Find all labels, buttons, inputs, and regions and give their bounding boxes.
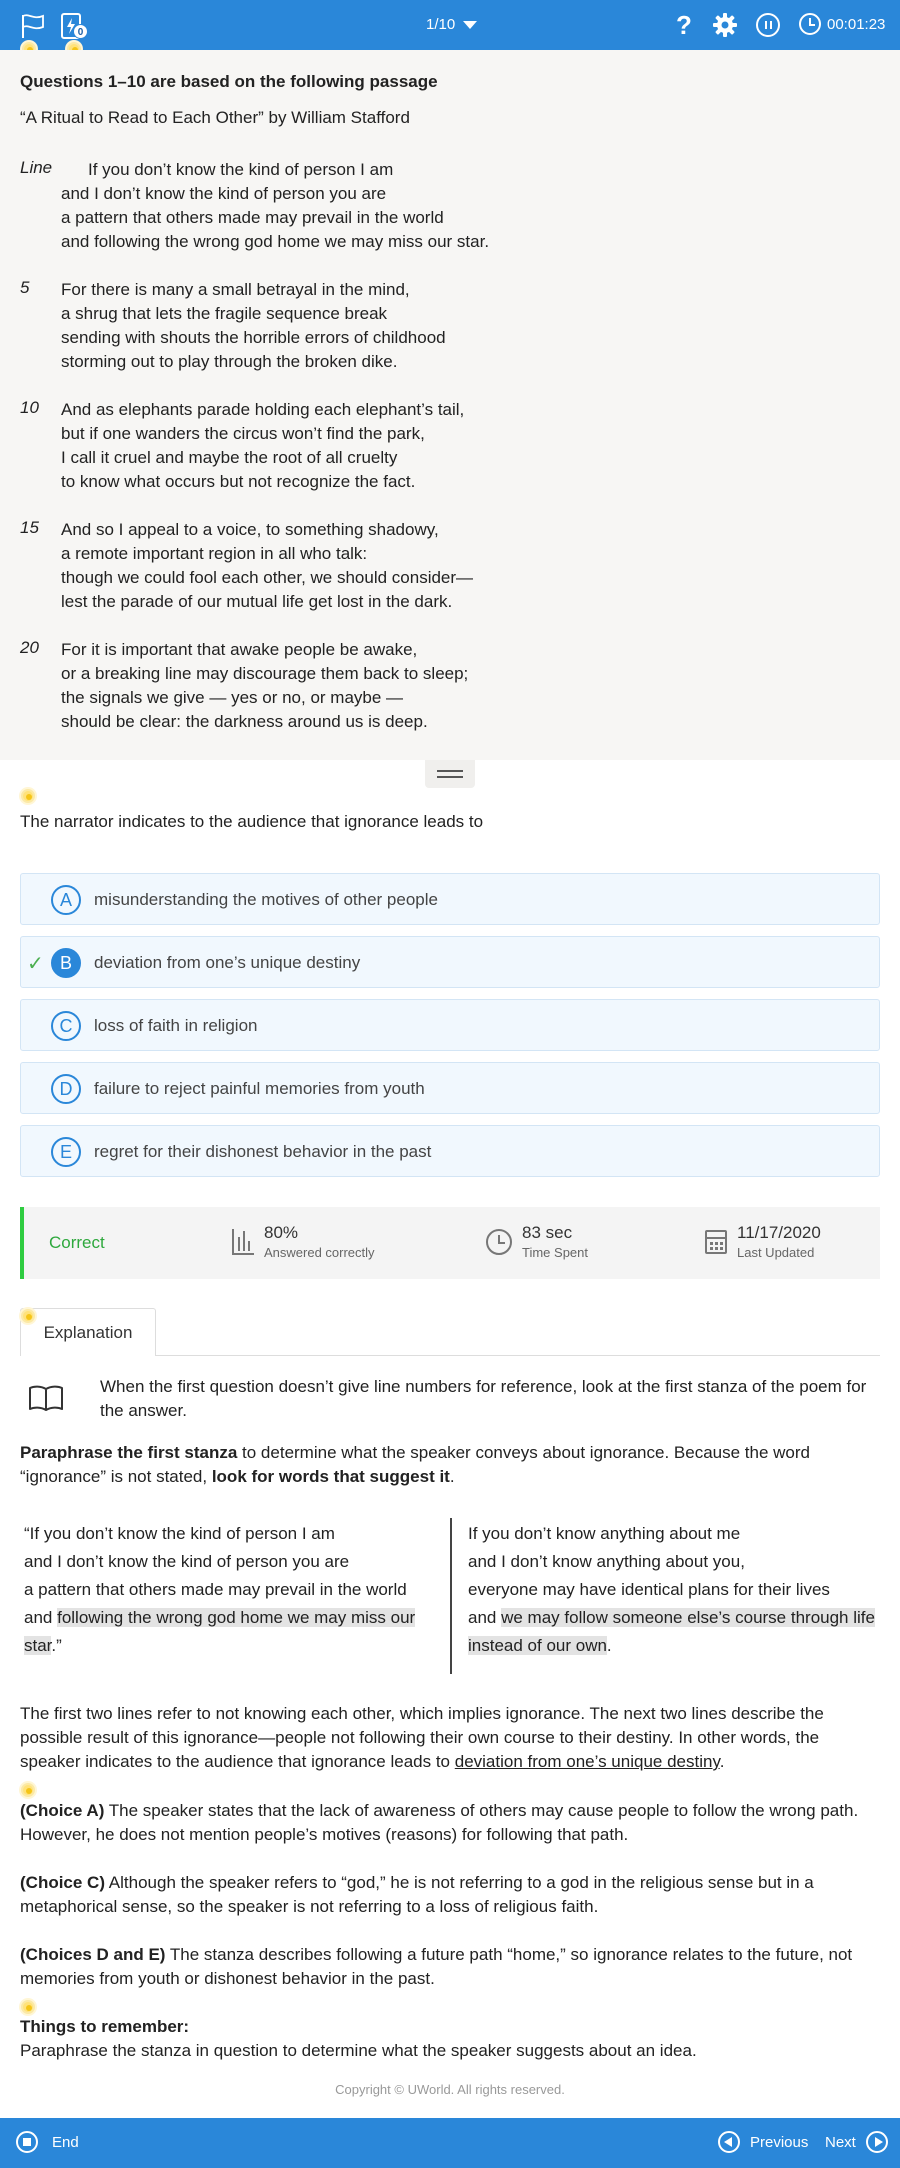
poem-line: but if one wanders the circus won’t find the park, <box>61 424 425 443</box>
bar-chart-icon <box>232 1229 254 1255</box>
poem-line: And so I appeal to a voice, to something shadowy, <box>61 520 439 539</box>
quote-line: and I don’t know the kind of person you are <box>24 1552 350 1571</box>
marked-count-badge: 0 <box>73 24 88 39</box>
bold-text: Paraphrase the first stanza <box>20 1443 238 1462</box>
poem-line: though we could fool each other, we should consider— <box>61 568 474 587</box>
end-label: End <box>52 2133 79 2151</box>
choice-text: regret for their dishonest behavior in the past <box>94 1142 432 1161</box>
answer-choice-e[interactable] <box>20 1125 880 1177</box>
things-to-remember <box>20 2015 880 2063</box>
next-button[interactable] <box>825 2131 888 2153</box>
quote-line: If you don’t know anything about me <box>468 1524 741 1543</box>
time-spent-stat <box>486 1223 588 1260</box>
bold-text: look for words that suggest it <box>211 1467 450 1486</box>
stanza <box>20 638 880 734</box>
timer <box>799 13 885 35</box>
highlight-marker-icon[interactable] <box>21 789 35 803</box>
poem-line: a remote important region in all who talk: <box>61 544 368 563</box>
quote-line <box>24 1604 444 1660</box>
answer-choice-b[interactable] <box>20 936 880 988</box>
book-icon <box>28 1384 64 1412</box>
arrow-left-icon <box>718 2131 740 2153</box>
poem-line: For there is many a small betrayal in the mind, <box>61 280 410 299</box>
quote-text: .” <box>51 1636 62 1655</box>
stanza <box>20 518 880 614</box>
clock-icon <box>486 1229 512 1255</box>
previous-label: Previous <box>750 2133 809 2151</box>
chevron-down-icon <box>463 21 477 29</box>
poem-line: For it is important that awake people be awake, <box>61 640 418 659</box>
percent-correct-stat <box>232 1223 375 1260</box>
help-icon[interactable]: ? <box>676 10 692 40</box>
percent-label: Answered correctly <box>264 1245 375 1260</box>
time-value: 83 sec <box>522 1223 573 1242</box>
flag-icon[interactable] <box>20 13 46 39</box>
result-status: Correct <box>49 1233 105 1252</box>
previous-button[interactable] <box>718 2131 808 2153</box>
passage-heading: Questions 1–10 are based on the following passage <box>20 72 438 91</box>
bottom-toolbar <box>0 2118 900 2168</box>
choice-label: (Choice A) <box>20 1801 105 1820</box>
passage-panel <box>0 50 900 760</box>
percent-value: 80% <box>264 1223 299 1242</box>
choices-d-e-explanation <box>20 1943 880 1991</box>
highlighted-text: following the wrong god home we may miss our star <box>24 1608 416 1655</box>
paragraph-text: Although the speaker refers to “god,” he is not referring to a god in the religious sense but in a metaphorical sense, so the speaker is not referring to a loss of religious faith. <box>20 1873 814 1916</box>
passage-title: “A Ritual to Read to Each Other” by William Stafford <box>20 108 410 127</box>
answer-choice-a[interactable] <box>20 873 880 925</box>
choice-letter: E <box>51 1137 81 1167</box>
choice-c-explanation <box>20 1871 880 1919</box>
timer-value: 00:01:23 <box>827 15 886 33</box>
quote-text: . <box>606 1636 612 1655</box>
explanation-intro: When the first question doesn’t give line numbers for reference, look at the first stanza of the poem for the answer. <box>100 1377 867 1420</box>
remember-text: Paraphrase the stanza in question to determine what the speaker suggests about an idea. <box>20 2041 697 2060</box>
column-divider <box>450 1518 452 1674</box>
question-counter: 1/10 <box>426 16 456 33</box>
choice-letter: A <box>51 885 81 915</box>
remember-heading: Things to remember: <box>20 2017 190 2036</box>
answer-choice-c[interactable] <box>20 999 880 1051</box>
date-value: 11/17/2020 <box>737 1223 821 1242</box>
clock-icon <box>799 13 821 35</box>
poem-line: I call it cruel and maybe the root of all cruelty <box>61 448 398 467</box>
paragraph-text: . <box>719 1752 725 1771</box>
choice-label: (Choice C) <box>20 1873 105 1892</box>
paragraph-text: The first two lines refer to not knowing each other, which implies ignorance. The next two lines describe the possible result of this ignorance—people not following their own course to their destiny. In other words, the speaker indicates to the audience that ignorance leads to <box>20 1704 824 1771</box>
line-number: 5 <box>20 278 30 297</box>
poem-line: And as elephants parade holding each elephant’s tail, <box>61 400 465 419</box>
gear-icon[interactable] <box>712 12 738 38</box>
stanza <box>20 278 880 374</box>
top-toolbar <box>0 0 900 50</box>
line-number: 15 <box>20 518 39 537</box>
poem-line: or a breaking line may discourage them back to sleep; <box>61 664 469 683</box>
line-number: 10 <box>20 398 39 417</box>
choice-label: (Choices D and E) <box>20 1945 166 1964</box>
paragraph-text: to determine what the speaker conveys about ignorance. Because the word “ignorance” is not stated, <box>20 1443 810 1486</box>
poem-line: and I don’t know the kind of person you are <box>61 184 387 203</box>
question-stem: The narrator indicates to the audience that ignorance leads to <box>20 812 484 831</box>
date-label: Last Updated <box>737 1245 815 1260</box>
poem-line: and following the wrong god home we may miss our star. <box>61 232 490 251</box>
stanza <box>20 398 880 494</box>
time-label: Time Spent <box>522 1245 588 1260</box>
underlined-answer: deviation from one’s unique destiny <box>454 1752 720 1771</box>
question-navigator[interactable] <box>426 16 477 33</box>
poem-line: If you don’t know the kind of person I am <box>88 160 394 179</box>
quote-text: and <box>24 1608 58 1627</box>
tab-explanation[interactable]: Explanation <box>20 1308 156 1356</box>
quote-line: “If you don’t know the kind of person I am <box>24 1524 335 1543</box>
choice-text: deviation from one’s unique destiny <box>94 953 361 972</box>
pause-icon[interactable] <box>756 13 780 37</box>
highlight-marker-icon[interactable] <box>21 1783 35 1797</box>
paragraph-text: . <box>449 1467 455 1486</box>
highlighted-text: we may follow someone else’s course through life instead of our own <box>468 1608 875 1655</box>
quote-text: and <box>468 1608 502 1627</box>
panel-resize-handle[interactable] <box>425 760 475 788</box>
poem-line: storming out to play through the broken dike. <box>61 352 398 371</box>
original-stanza-quote <box>24 1520 444 1660</box>
stop-icon <box>16 2131 38 2153</box>
copyright-notice: Copyright © UWorld. All rights reserved. <box>335 2082 565 2097</box>
choice-text: misunderstanding the motives of other people <box>94 890 438 909</box>
result-stats-bar <box>20 1207 880 1279</box>
check-icon: ✓ <box>27 953 44 975</box>
choice-text: loss of faith in religion <box>94 1016 258 1035</box>
choice-letter: D <box>51 1074 81 1104</box>
line-number: 20 <box>20 638 39 657</box>
quote-line: and I don’t know anything about you, <box>468 1552 745 1571</box>
quote-line <box>468 1604 880 1660</box>
arrow-right-icon <box>866 2131 888 2153</box>
highlight-marker-icon[interactable] <box>21 1309 35 1323</box>
next-label: Next <box>825 2133 856 2151</box>
explanation-paragraph <box>20 1702 880 1774</box>
poem-line: a shrug that lets the fragile sequence break <box>61 304 388 323</box>
poem-line: lest the parade of our mutual life get lost in the dark. <box>61 592 453 611</box>
choice-letter: C <box>51 1011 81 1041</box>
last-updated-stat <box>705 1223 821 1260</box>
poem-line: a pattern that others made may prevail in the world <box>61 208 444 227</box>
tab-divider <box>156 1355 880 1356</box>
stanza <box>20 158 880 254</box>
answer-choice-d[interactable] <box>20 1062 880 1114</box>
highlight-marker-icon[interactable] <box>21 2000 35 2014</box>
end-button[interactable] <box>16 2131 79 2153</box>
quote-line: everyone may have identical plans for their lives <box>468 1580 830 1599</box>
quote-line: a pattern that others made may prevail in the world <box>24 1580 407 1599</box>
paraphrase-quote <box>468 1520 880 1660</box>
paragraph-text: The speaker states that the lack of awareness of others may cause people to follow the wrong path. However, he does not mention people’s motives (reasons) for following that path. <box>20 1801 859 1844</box>
calendar-icon <box>705 1230 727 1254</box>
poem-line: the signals we give — yes or no, or maybe — <box>61 688 404 707</box>
choice-text: failure to reject painful memories from youth <box>94 1079 425 1098</box>
poem-line: sending with shouts the horrible errors of childhood <box>61 328 446 347</box>
choice-letter: B <box>51 948 81 978</box>
line-number: Line <box>20 158 53 177</box>
paragraph-text: The stanza describes following a future path “home,” so ignorance relates to the future, not memories from youth or dishonest behavior in the past. <box>20 1945 853 1988</box>
explanation-paragraph <box>20 1441 880 1489</box>
choice-a-explanation <box>20 1799 880 1847</box>
poem-line: to know what occurs but not recognize the fact. <box>61 472 416 491</box>
poem-line: should be clear: the darkness around us is deep. <box>61 712 428 731</box>
